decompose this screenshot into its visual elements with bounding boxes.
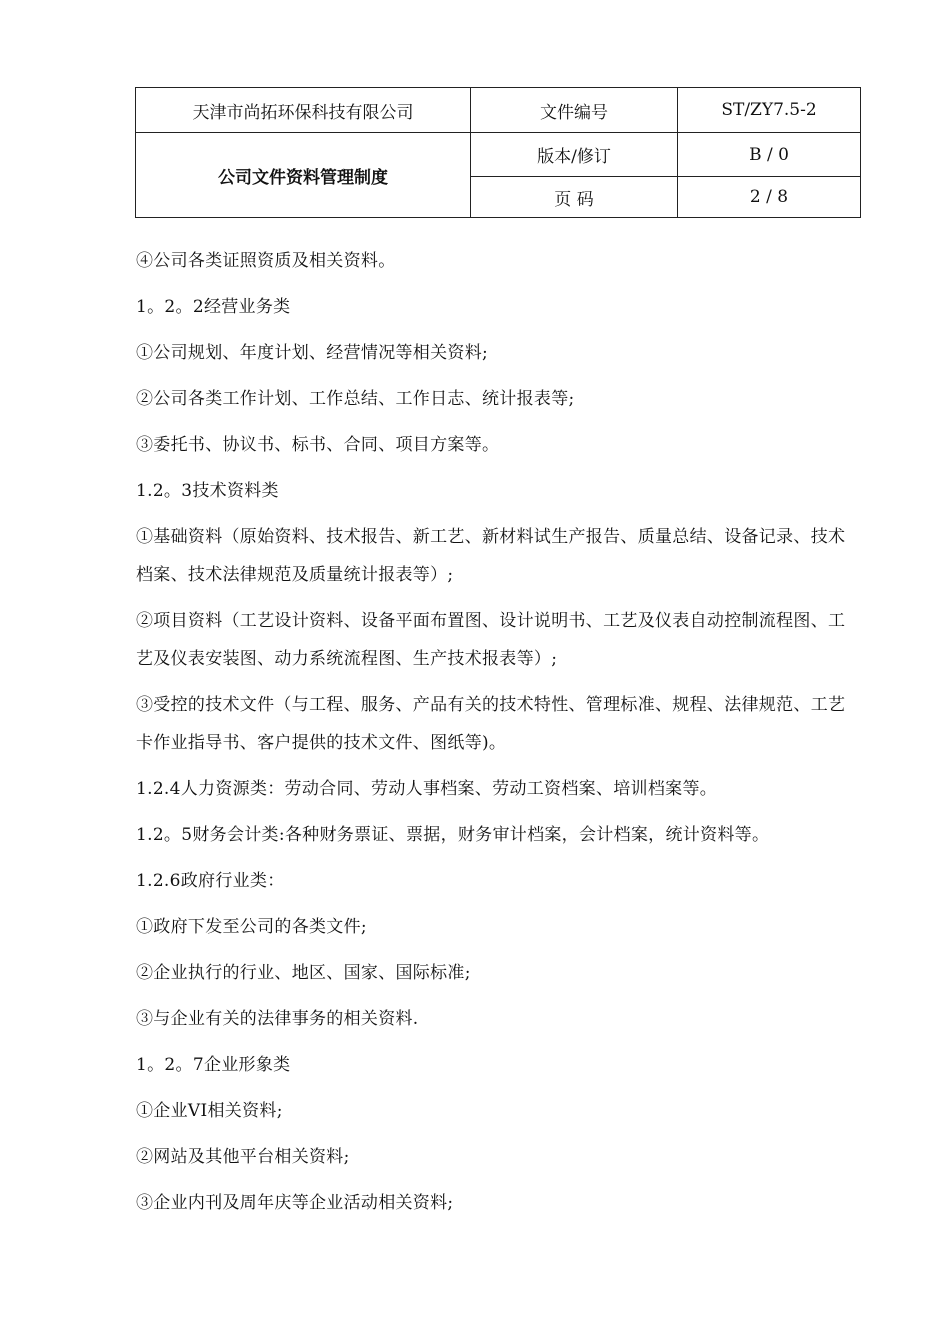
section-heading: 1.2.4人力资源类：劳动合同、劳动人事档案、劳动工资档案、培训档案等。 xyxy=(136,779,718,799)
page-value: 2 / 8 xyxy=(678,177,861,218)
section-heading: 1.2。5财务会计类:各种财务票证、票据，财务审计档案，会计档案，统计资料等。 xyxy=(136,825,770,845)
document-header-table xyxy=(135,87,861,218)
paragraph: ①基础资料（原始资料、技术报告、新工艺、新材料试生产报告、质量总结、设备记录、技术档案、技术法律规范及质量统计报表等）; xyxy=(136,527,846,585)
paragraph: ③与企业有关的法律事务的相关资料. xyxy=(136,1009,419,1029)
paragraph: ①公司规划、年度计划、经营情况等相关资料; xyxy=(136,343,489,363)
paragraph: ③企业内刊及周年庆等企业活动相关资料; xyxy=(136,1193,454,1213)
section-heading: 1.2。3技术资料类 xyxy=(136,481,279,501)
document-title: 公司文件资料管理制度 xyxy=(136,133,471,218)
paragraph: ①企业VI相关资料; xyxy=(136,1101,283,1121)
paragraph: ②网站及其他平台相关资料; xyxy=(136,1147,350,1167)
file-number-value: ST/ZY7.5-2 xyxy=(678,88,861,133)
paragraph: ①政府下发至公司的各类文件; xyxy=(136,917,367,937)
company-name: 天津市尚拓环保科技有限公司 xyxy=(136,88,471,133)
paragraph: ②企业执行的行业、地区、国家、国际标准; xyxy=(136,963,471,983)
paragraph: ③委托书、协议书、标书、合同、项目方案等。 xyxy=(136,435,500,455)
paragraph: ②公司各类工作计划、工作总结、工作日志、统计报表等; xyxy=(136,389,575,409)
section-heading: 1。2。2经营业务类 xyxy=(136,297,291,317)
paragraph: ④公司各类证照资质及相关资料。 xyxy=(136,251,396,271)
version-label: 版本/修订 xyxy=(471,133,678,177)
section-heading: 1.2.6政府行业类： xyxy=(136,871,285,891)
paragraph: ③受控的技术文件（与工程、服务、产品有关的技术特性、管理标准、规程、法律规范、工艺卡作业指导书、客户提供的技术文件、图纸等)。 xyxy=(136,695,846,753)
version-value: B / 0 xyxy=(678,133,861,177)
document-body xyxy=(136,242,862,1230)
file-number-label: 文件编号 xyxy=(471,88,678,133)
paragraph: ②项目资料（工艺设计资料、设备平面布置图、设计说明书、工艺及仪表自动控制流程图、工艺及仪表安装图、动力系统流程图、生产技术报表等）; xyxy=(136,611,846,669)
page-label: 页 码 xyxy=(471,177,678,218)
section-heading: 1。2。7企业形象类 xyxy=(136,1055,291,1075)
